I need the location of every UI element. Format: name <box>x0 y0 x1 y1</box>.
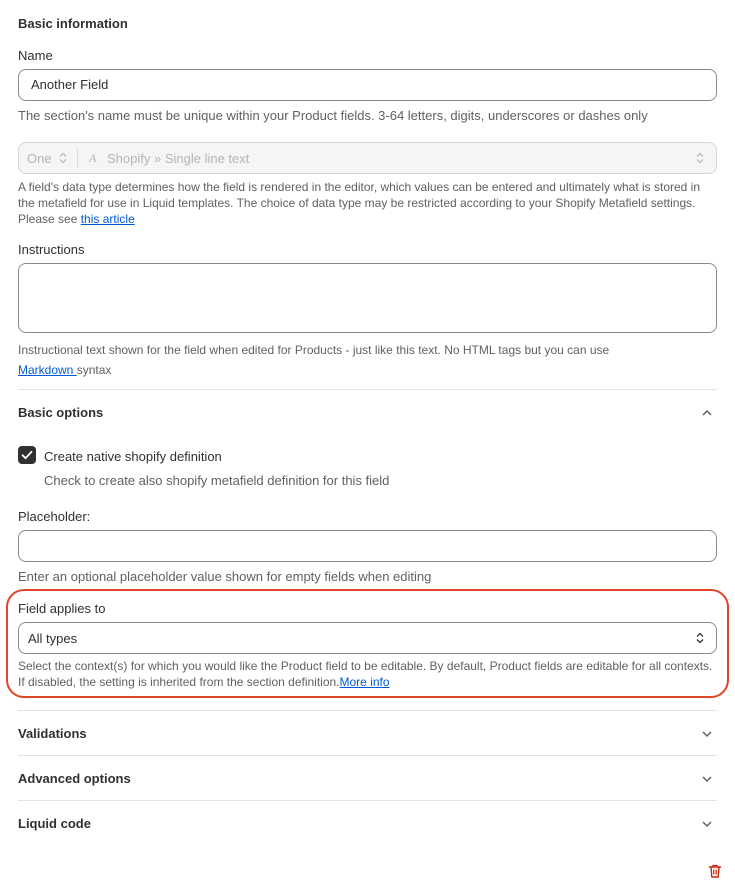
basic-options-title: Basic options <box>18 405 104 420</box>
divider <box>18 389 717 390</box>
basic-options-header[interactable] <box>18 404 717 424</box>
more-info-link[interactable]: More info <box>339 675 390 689</box>
name-input[interactable]: Another Field <box>18 69 717 101</box>
divider <box>18 710 717 711</box>
liquid-code-title: Liquid code <box>18 816 91 831</box>
text-type-icon: A <box>89 151 97 165</box>
cardinality-value: One <box>27 151 52 166</box>
divider <box>18 755 717 756</box>
field-applies-label: Field applies to <box>18 601 106 616</box>
placeholder-input[interactable] <box>18 530 717 562</box>
checkmark-icon <box>18 446 36 464</box>
liquid-code-header[interactable] <box>18 815 717 835</box>
instructions-label: Instructions <box>18 242 85 257</box>
advanced-options-header[interactable] <box>18 770 717 790</box>
chevron-up-icon[interactable] <box>701 407 713 419</box>
advanced-options-title: Advanced options <box>18 771 131 786</box>
field-applies-value: All types <box>28 631 78 646</box>
instructions-textarea[interactable] <box>18 263 717 333</box>
type-value: Shopify » Single line text <box>107 151 250 166</box>
placeholder-label: Placeholder: <box>18 509 91 524</box>
instructions-help-text: Instructional text shown for the field when edited for Products - just like this text. No HTML tags but you can use Markdown syntax <box>18 343 610 377</box>
name-label: Name <box>18 48 53 63</box>
selector-icon <box>696 152 704 164</box>
validations-title: Validations <box>18 726 87 741</box>
data-type-select <box>18 142 717 174</box>
markdown-link[interactable]: Markdown <box>18 363 77 377</box>
select-divider <box>77 148 78 168</box>
validations-header[interactable] <box>18 725 717 745</box>
selector-icon <box>59 152 67 164</box>
chevron-down-icon[interactable] <box>701 728 713 740</box>
placeholder-help-text: Enter an optional placeholder value shown for empty fields when editing <box>18 569 432 584</box>
selector-icon <box>696 632 704 644</box>
data-type-help-text: A field's data type determines how the field is rendered in the editor, which values can be entered and ultimately what is stored in the metafield for use in Liquid templates. The choice of data type may be restricted according to your Shopify Metafield settings. Please see this article <box>18 180 701 226</box>
name-help-text: The section's name must be unique within your Product fields. 3-64 letters, digits, underscores or dashes only <box>18 108 648 123</box>
this-article-link[interactable]: this article <box>80 212 135 226</box>
native-definition-checkbox[interactable] <box>18 446 36 464</box>
field-applies-select[interactable] <box>18 622 717 654</box>
chevron-down-icon[interactable] <box>701 773 713 785</box>
field-applies-help-text: Select the context(s) for which you would like the Product field to be editable. By default, Product fields are editable for all contexts. If disabled, the setting is inherited from the section definition.More info <box>18 659 713 689</box>
native-definition-label[interactable]: Create native shopify definition <box>44 449 222 464</box>
divider <box>18 800 717 801</box>
basic-information-title: Basic information <box>18 16 128 31</box>
chevron-down-icon[interactable] <box>701 818 713 830</box>
trash-icon[interactable] <box>707 863 723 879</box>
native-definition-help: Check to create also shopify metafield definition for this field <box>44 473 390 488</box>
